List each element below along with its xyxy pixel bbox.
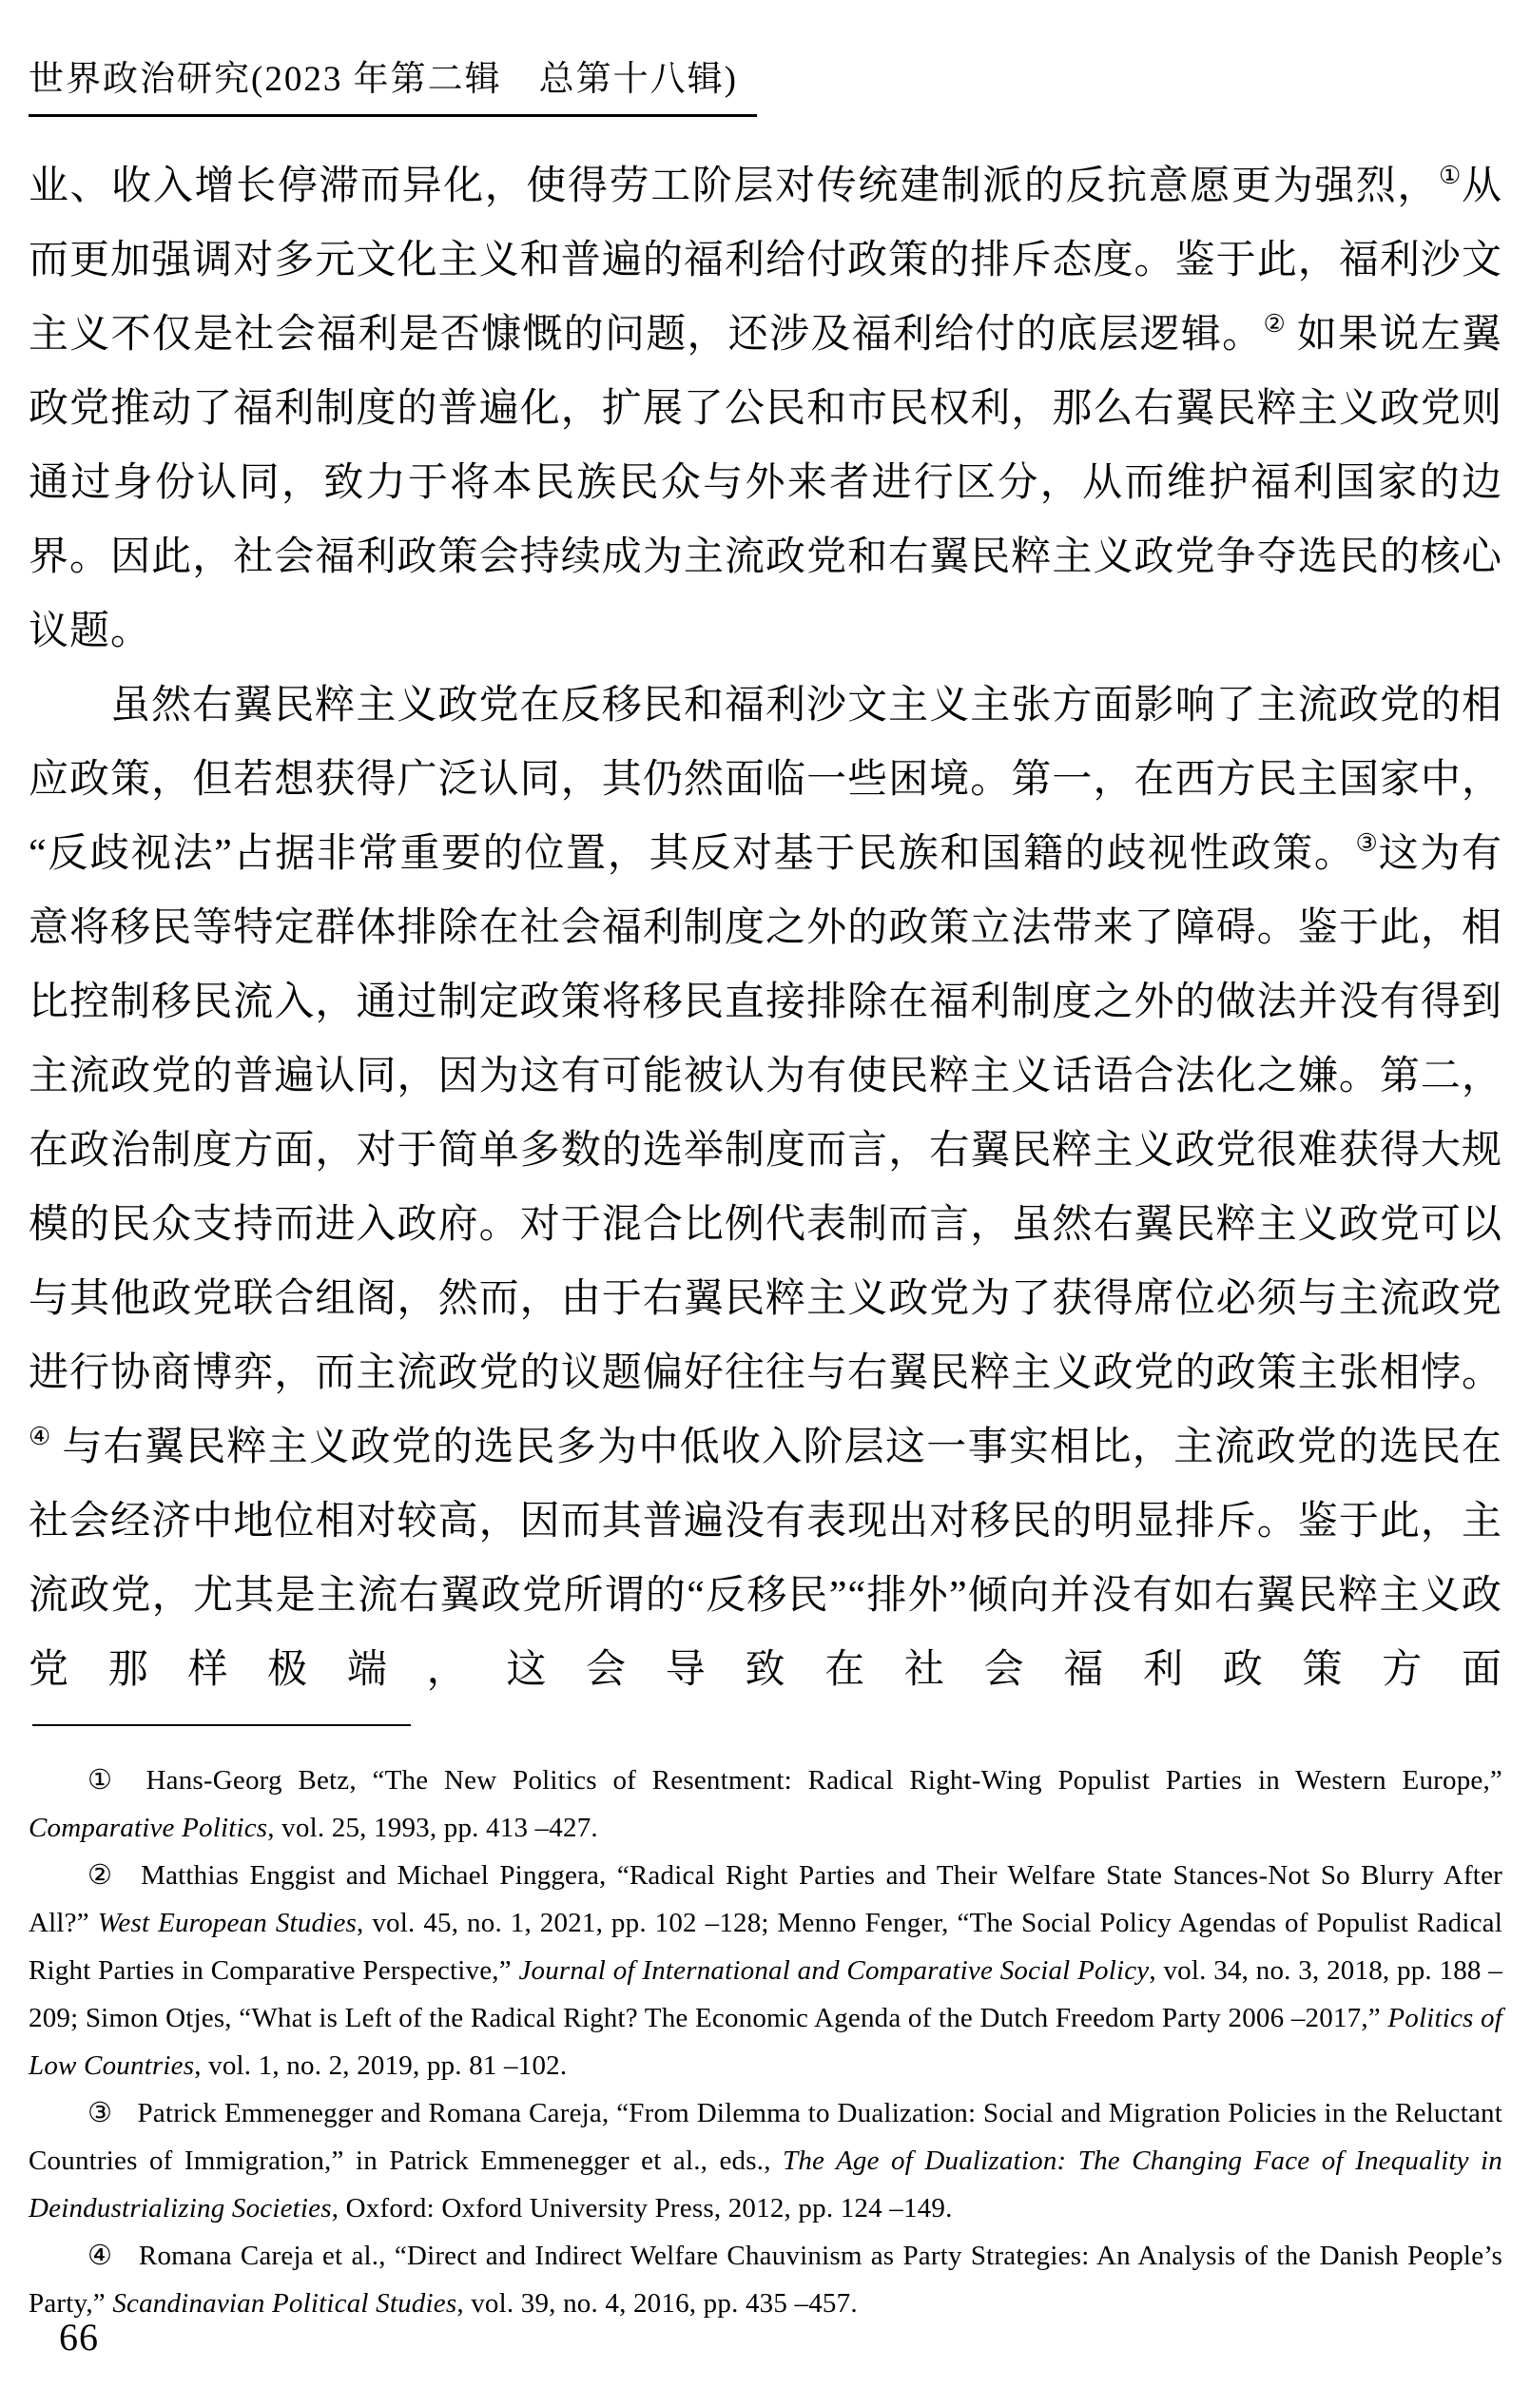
body-text: 业、收入增长停滞而异化，使得劳工阶层对传统建制派的反抗意愿更为强烈， [29,165,1440,208]
footnote-text: Hans-Georg Betz, “The New Politics of Resentment: Radical Right-Wing Populist Parties in Western Europe,” [145,1765,1502,1796]
footnote-text: , vol. 25, 1993, pp. 413 –427. [267,1813,598,1843]
page-number: 66 [59,2316,99,2359]
body-text: 虽然右翼民粹主义政党在反移民和福利沙文主义主张方面影响了主流政党的相应政策，但若想获得广泛认同，其仍然面临一些困境。第一，在西方民主国家中，“反歧视法”占据非常重要的位置，其反对基于民族和国籍的歧视性政策。 [29,684,1502,876]
body-text: 从而更加强调对多元文化主义和普遍的福利给付政策的排斥态度。鉴于此，福利沙文主义不仅是社会福利是否慷慨的问题，还涉及福利给付的底层逻辑。 [29,165,1502,357]
body-paragraph [29,669,1502,1707]
footnote-text: , vol. 45, no. 1, 2021, pp. 102 –128; Menno Fenger, “The Social Policy Agendas of Populist Radical Right Parties in Comparative Perspective,” [29,1908,1502,1986]
footnote-reference-marker: ③ [1355,829,1379,857]
running-head-title: 世界政治研究(2023 年第二辑 总第十八辑) [29,49,757,117]
body-text: 这为有意将移民等特定群体排除在社会福利制度之外的政策立法带来了障碍。鉴于此，相比控制移民流入，通过制定政策将移民直接排除在福利制度之外的做法并没有得到主流政党的普遍认同，因为这有可能被认为有使民粹主义话语合法化之嫌。第二，在政治制度方面，对于简单多数的选举制度而言，右翼民粹主义政党很难获得大规模的民众支持而进入政府。对于混合比例代表制而言，虽然右翼民粹主义政党可以与其他政党联合组阁，然而，由于右翼民粹主义政党为了获得席位必须与主流政党进行协商博弈，而主流政党的议题偏好往往与右翼民粹主义政党的政策主张相悖。 [29,832,1502,1395]
body-paragraph [29,149,1502,669]
footnote-journal-title: The Age of Dualization: The Changing Face of Inequality in Deindustrializing Societies [29,2146,1502,2224]
footnote-text: , vol. 34, no. 3, 2018, pp. 188 –209; Simon Otjes, “What is Left of the Radical Right? The Economic Agenda of the Dutch Freedom Party 2006 –2017,” [29,1955,1502,2033]
body-text: 与右翼民粹主义政党的选民多为中低收入阶层这一事实相比，主流政党的选民在社会经济中地位相对较高，因而其普遍没有表现出对移民的明显排斥。鉴于此，主流政党，尤其是主流右翼政党所谓的“反移民”“排外”倾向并没有如右翼民粹主义政党那样极端，这会导致在社会福利政策方面 [29,1426,1502,1692]
footnote-text: Romana Careja et al., “Direct and Indirect Welfare Chauvinism as Party Strategies: An Analysis of the Danish People’s Party,” [29,2241,1503,2319]
footnote-number: ① [87,1765,122,1796]
footnote-journal-title: Journal of International and Comparative Social Policy [518,1955,1150,1986]
footnote-item [29,2232,1502,2327]
footnote-separator [32,1724,411,1726]
footnote-journal-title: Politics of Low Countries [29,2003,1502,2081]
footnotes [29,1757,1502,2327]
footnote-text: Patrick Emmenegger and Romana Careja, “From Dilemma to Dualization: Social and Migration Policies in the Reluctant Countries of Immigration,” in Patrick Emmenegger et al., eds., [29,2098,1502,2176]
footnote-journal-title: West European Studies [97,1908,358,1938]
footnote-journal-title: Comparative Politics [29,1813,268,1843]
footnote-item [29,1852,1502,2089]
footnote-reference-marker: ① [1439,162,1462,189]
footnote-reference-marker: ② [1263,310,1287,338]
body-text: 如果说左翼政党推动了福利制度的普遍化，扩展了公民和市民权利，那么右翼民粹主义政党则通过身份认同，致力于将本民族民众与外来者进行区分，从而维护福利国家的边界。因此，社会福利政策会持续成为主流政党和右翼民粹主义政党争夺选民的核心议题。 [29,313,1502,653]
footnote-text: , vol. 1, no. 2, 2019, pp. 81 –102. [194,2050,568,2081]
footnote-number: ④ [87,2241,114,2271]
footnote-item [29,2089,1502,2232]
footnote-reference-marker: ④ [29,1423,51,1450]
footnote-text: , vol. 39, no. 4, 2016, pp. 435 –457. [456,2288,858,2319]
footnote-text: Matthias Enggist and Michael Pinggera, “Radical Right Parties and Their Welfare State Stances-Not So Blurry After All?” [29,1860,1502,1938]
footnote-number: ② [87,1860,117,1891]
footnote-item [29,1757,1502,1852]
footnote-journal-title: Scandinavian Political Studies [112,2288,457,2319]
article-body [29,149,1502,1707]
footnote-number: ③ [87,2098,113,2128]
footnote-text: , Oxford: Oxford University Press, 2012, pp. 124 –149. [331,2193,953,2224]
page-header [29,49,1502,117]
